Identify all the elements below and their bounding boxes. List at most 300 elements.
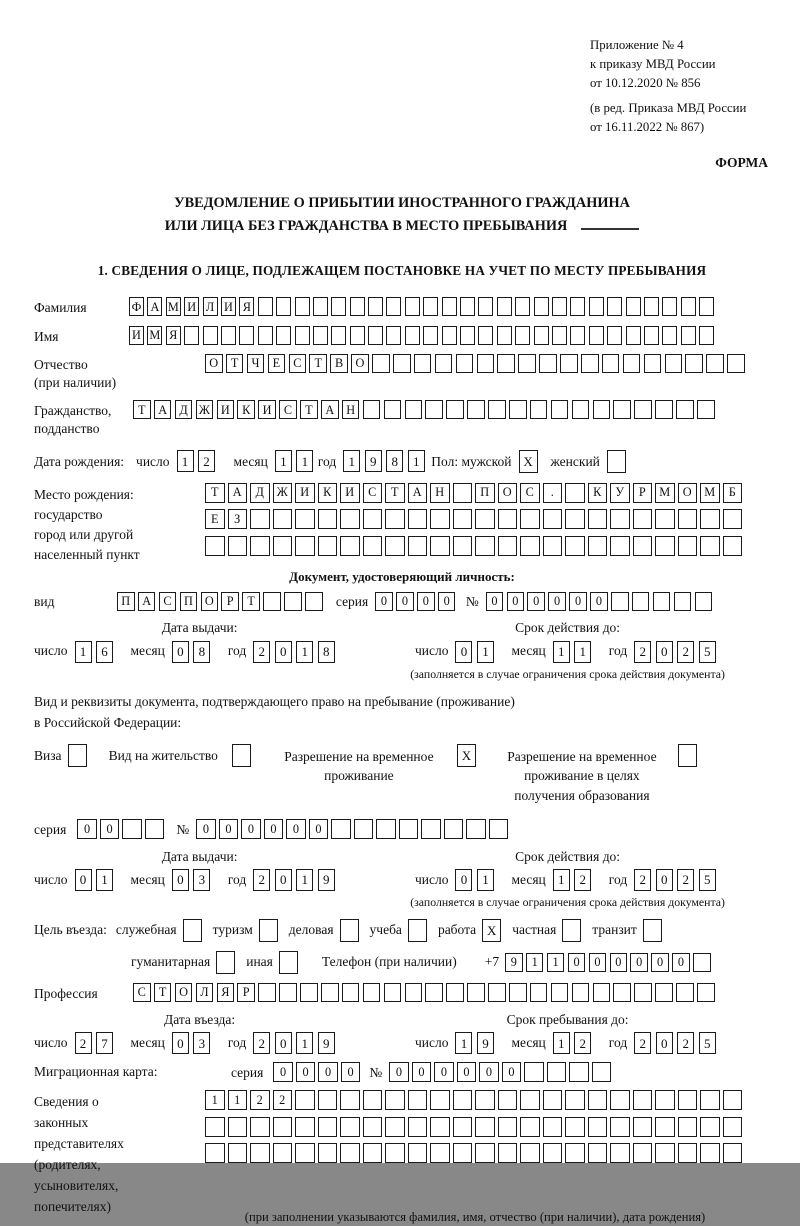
char-cell[interactable]: А	[154, 400, 172, 419]
char-cell[interactable]: 0	[455, 869, 472, 891]
char-cell[interactable]	[643, 919, 662, 942]
char-cell[interactable]	[610, 1117, 630, 1137]
char-cell[interactable]	[372, 354, 390, 373]
char-cell[interactable]	[539, 354, 557, 373]
char-cell[interactable]: 0	[610, 953, 628, 972]
char-cell[interactable]: 3	[193, 869, 210, 891]
char-cell[interactable]	[239, 326, 254, 345]
birth-year-cells[interactable]	[343, 450, 429, 472]
char-cell[interactable]	[551, 983, 569, 1002]
char-cell[interactable]: 0	[569, 592, 587, 611]
char-cell[interactable]: 1	[228, 1090, 248, 1110]
char-cell[interactable]	[706, 354, 724, 373]
char-cell[interactable]: П	[180, 592, 198, 611]
char-cell[interactable]: И	[340, 483, 360, 503]
char-cell[interactable]	[205, 536, 225, 556]
char-cell[interactable]: 0	[309, 819, 329, 839]
char-cell[interactable]: А	[228, 483, 248, 503]
char-cell[interactable]: 1	[547, 953, 565, 972]
char-cell[interactable]: 0	[77, 819, 97, 839]
representatives-row2-cells[interactable]	[205, 1117, 745, 1137]
char-cell[interactable]: 2	[253, 869, 270, 891]
char-cell[interactable]	[610, 536, 630, 556]
permit-expiry-year-cells[interactable]	[634, 869, 720, 891]
char-cell[interactable]	[552, 297, 567, 316]
char-cell[interactable]	[205, 1143, 225, 1163]
char-cell[interactable]	[589, 326, 604, 345]
doc-type-cells[interactable]	[117, 592, 326, 611]
char-cell[interactable]: 8	[386, 450, 403, 472]
char-cell[interactable]	[435, 354, 453, 373]
char-cell[interactable]	[340, 1090, 360, 1110]
char-cell[interactable]	[572, 400, 590, 419]
purpose-humanitarian-checkbox[interactable]	[216, 951, 235, 974]
char-cell[interactable]	[662, 297, 677, 316]
char-cell[interactable]: 1	[553, 869, 570, 891]
char-cell[interactable]: 2	[253, 641, 270, 663]
char-cell[interactable]	[623, 354, 641, 373]
char-cell[interactable]: 5	[699, 1032, 716, 1054]
char-cell[interactable]: 0	[264, 819, 284, 839]
char-cell[interactable]	[331, 819, 351, 839]
char-cell[interactable]	[497, 354, 515, 373]
char-cell[interactable]: А	[408, 483, 428, 503]
char-cell[interactable]: О	[351, 354, 369, 373]
char-cell[interactable]	[697, 983, 715, 1002]
patronymic-cells[interactable]	[205, 354, 748, 373]
stay-day-cells[interactable]	[455, 1032, 498, 1054]
residence-permit-checkbox[interactable]	[232, 744, 251, 767]
char-cell[interactable]	[259, 919, 278, 942]
char-cell[interactable]: И	[221, 297, 236, 316]
char-cell[interactable]	[466, 819, 486, 839]
char-cell[interactable]: Т	[242, 592, 260, 611]
char-cell[interactable]	[610, 509, 630, 529]
char-cell[interactable]	[534, 297, 549, 316]
char-cell[interactable]: 6	[96, 641, 113, 663]
char-cell[interactable]: М	[147, 326, 162, 345]
char-cell[interactable]	[488, 400, 506, 419]
char-cell[interactable]	[488, 983, 506, 1002]
char-cell[interactable]	[456, 354, 474, 373]
char-cell[interactable]	[331, 326, 346, 345]
char-cell[interactable]	[644, 297, 659, 316]
purpose-private-checkbox[interactable]	[562, 919, 581, 942]
citizenship-cells[interactable]	[133, 400, 718, 419]
char-cell[interactable]	[520, 1143, 540, 1163]
char-cell[interactable]	[295, 536, 315, 556]
char-cell[interactable]	[385, 1117, 405, 1137]
char-cell[interactable]	[700, 1117, 720, 1137]
char-cell[interactable]: 1	[477, 641, 494, 663]
char-cell[interactable]: М	[655, 483, 675, 503]
char-cell[interactable]	[232, 744, 251, 767]
temp-permit-checkbox[interactable]	[457, 744, 476, 767]
char-cell[interactable]	[543, 1117, 563, 1137]
char-cell[interactable]	[363, 1117, 383, 1137]
char-cell[interactable]	[551, 400, 569, 419]
char-cell[interactable]: Л	[196, 983, 214, 1002]
permit-expiry-day-cells[interactable]	[455, 869, 498, 891]
char-cell[interactable]	[530, 983, 548, 1002]
char-cell[interactable]: Т	[133, 400, 151, 419]
char-cell[interactable]: 0	[172, 641, 189, 663]
char-cell[interactable]	[498, 1117, 518, 1137]
char-cell[interactable]: П	[475, 483, 495, 503]
char-cell[interactable]	[588, 536, 608, 556]
char-cell[interactable]	[665, 354, 683, 373]
char-cell[interactable]: И	[217, 400, 235, 419]
char-cell[interactable]	[393, 354, 411, 373]
char-cell[interactable]	[475, 509, 495, 529]
char-cell[interactable]	[475, 1090, 495, 1110]
permit-issue-day-cells[interactable]	[75, 869, 118, 891]
birthplace-row3-cells[interactable]	[205, 536, 745, 556]
char-cell[interactable]	[588, 509, 608, 529]
char-cell[interactable]: 2	[574, 869, 591, 891]
char-cell[interactable]: С	[289, 354, 307, 373]
char-cell[interactable]	[520, 1090, 540, 1110]
firstname-cells[interactable]	[129, 326, 718, 345]
char-cell[interactable]	[318, 1090, 338, 1110]
char-cell[interactable]	[221, 326, 236, 345]
char-cell[interactable]	[203, 326, 218, 345]
char-cell[interactable]	[340, 536, 360, 556]
permit-number-cells[interactable]	[196, 819, 511, 839]
char-cell[interactable]	[318, 1117, 338, 1137]
char-cell[interactable]	[384, 400, 402, 419]
doc-expiry-month-cells[interactable]	[553, 641, 596, 663]
char-cell[interactable]	[607, 297, 622, 316]
char-cell[interactable]	[543, 1090, 563, 1110]
char-cell[interactable]: Е	[268, 354, 286, 373]
representatives-row3-cells[interactable]	[205, 1143, 745, 1163]
char-cell[interactable]	[644, 326, 659, 345]
char-cell[interactable]	[633, 1117, 653, 1137]
char-cell[interactable]	[430, 1090, 450, 1110]
char-cell[interactable]	[276, 326, 291, 345]
char-cell[interactable]	[384, 983, 402, 1002]
char-cell[interactable]	[611, 592, 629, 611]
char-cell[interactable]	[386, 326, 401, 345]
char-cell[interactable]: Б	[723, 483, 743, 503]
char-cell[interactable]: И	[258, 400, 276, 419]
permit-issue-year-cells[interactable]	[253, 869, 339, 891]
purpose-other-checkbox[interactable]	[279, 951, 298, 974]
char-cell[interactable]	[475, 536, 495, 556]
char-cell[interactable]: 9	[365, 450, 382, 472]
char-cell[interactable]: X	[457, 744, 476, 767]
char-cell[interactable]	[216, 951, 235, 974]
char-cell[interactable]: У	[610, 483, 630, 503]
char-cell[interactable]: 0	[341, 1062, 361, 1082]
char-cell[interactable]: К	[318, 483, 338, 503]
char-cell[interactable]	[693, 953, 711, 972]
char-cell[interactable]: Ч	[247, 354, 265, 373]
char-cell[interactable]	[414, 354, 432, 373]
birthplace-row2-cells[interactable]	[205, 509, 745, 529]
char-cell[interactable]	[363, 509, 383, 529]
char-cell[interactable]	[405, 326, 420, 345]
char-cell[interactable]: О	[498, 483, 518, 503]
migration-series-cells[interactable]	[273, 1062, 363, 1082]
char-cell[interactable]	[321, 983, 339, 1002]
char-cell[interactable]	[453, 1143, 473, 1163]
char-cell[interactable]	[250, 1143, 270, 1163]
char-cell[interactable]: 1	[408, 450, 425, 472]
char-cell[interactable]	[363, 1090, 383, 1110]
char-cell[interactable]: 1	[553, 641, 570, 663]
char-cell[interactable]	[633, 1143, 653, 1163]
char-cell[interactable]	[588, 1143, 608, 1163]
char-cell[interactable]	[250, 536, 270, 556]
char-cell[interactable]: 0	[75, 869, 92, 891]
char-cell[interactable]	[386, 297, 401, 316]
char-cell[interactable]	[228, 1143, 248, 1163]
char-cell[interactable]	[685, 354, 703, 373]
char-cell[interactable]: 9	[477, 1032, 494, 1054]
char-cell[interactable]	[633, 1090, 653, 1110]
char-cell[interactable]: Р	[237, 983, 255, 1002]
char-cell[interactable]	[467, 983, 485, 1002]
char-cell[interactable]	[543, 509, 563, 529]
char-cell[interactable]: 0	[275, 641, 292, 663]
char-cell[interactable]: 2	[253, 1032, 270, 1054]
char-cell[interactable]: 0	[590, 592, 608, 611]
surname-cells[interactable]	[129, 297, 718, 316]
char-cell[interactable]: 0	[630, 953, 648, 972]
char-cell[interactable]: 1	[455, 1032, 472, 1054]
birth-month-cells[interactable]	[275, 450, 318, 472]
char-cell[interactable]	[700, 1090, 720, 1110]
char-cell[interactable]	[515, 326, 530, 345]
char-cell[interactable]	[425, 983, 443, 1002]
char-cell[interactable]	[723, 1090, 743, 1110]
char-cell[interactable]	[655, 536, 675, 556]
char-cell[interactable]	[678, 1117, 698, 1137]
char-cell[interactable]: 0	[219, 819, 239, 839]
char-cell[interactable]: С	[159, 592, 177, 611]
char-cell[interactable]	[678, 1143, 698, 1163]
purpose-business-checkbox[interactable]	[340, 919, 359, 942]
doc-expiry-day-cells[interactable]	[455, 641, 498, 663]
char-cell[interactable]: М	[700, 483, 720, 503]
char-cell[interactable]	[318, 536, 338, 556]
char-cell[interactable]	[295, 1143, 315, 1163]
char-cell[interactable]	[520, 1117, 540, 1137]
char-cell[interactable]: 2	[273, 1090, 293, 1110]
char-cell[interactable]	[408, 1143, 428, 1163]
char-cell[interactable]: 0	[568, 953, 586, 972]
char-cell[interactable]: И	[129, 326, 144, 345]
doc-expiry-year-cells[interactable]	[634, 641, 720, 663]
char-cell[interactable]: О	[201, 592, 219, 611]
entry-day-cells[interactable]	[75, 1032, 118, 1054]
char-cell[interactable]	[695, 592, 713, 611]
char-cell[interactable]	[565, 536, 585, 556]
char-cell[interactable]	[727, 354, 745, 373]
char-cell[interactable]: 2	[250, 1090, 270, 1110]
char-cell[interactable]: 0	[275, 1032, 292, 1054]
char-cell[interactable]	[408, 509, 428, 529]
char-cell[interactable]	[446, 400, 464, 419]
char-cell[interactable]	[408, 919, 427, 942]
char-cell[interactable]	[405, 983, 423, 1002]
char-cell[interactable]	[453, 483, 473, 503]
char-cell[interactable]	[354, 819, 374, 839]
char-cell[interactable]	[423, 326, 438, 345]
char-cell[interactable]: 0	[296, 1062, 316, 1082]
char-cell[interactable]	[331, 297, 346, 316]
char-cell[interactable]: 1	[177, 450, 194, 472]
char-cell[interactable]	[295, 326, 310, 345]
char-cell[interactable]: 0	[396, 592, 414, 611]
purpose-official-checkbox[interactable]	[183, 919, 202, 942]
char-cell[interactable]: 0	[389, 1062, 409, 1082]
char-cell[interactable]	[655, 983, 673, 1002]
char-cell[interactable]	[453, 509, 473, 529]
char-cell[interactable]	[430, 536, 450, 556]
char-cell[interactable]	[655, 1117, 675, 1137]
edu-permit-checkbox[interactable]	[678, 744, 697, 767]
birthplace-row1-cells[interactable]	[205, 483, 745, 503]
doc-issue-year-cells[interactable]	[253, 641, 339, 663]
char-cell[interactable]: 1	[553, 1032, 570, 1054]
char-cell[interactable]	[633, 509, 653, 529]
char-cell[interactable]: В	[330, 354, 348, 373]
char-cell[interactable]	[276, 297, 291, 316]
char-cell[interactable]: Т	[300, 400, 318, 419]
char-cell[interactable]	[385, 1143, 405, 1163]
char-cell[interactable]: Р	[633, 483, 653, 503]
char-cell[interactable]: 0	[527, 592, 545, 611]
char-cell[interactable]	[318, 509, 338, 529]
char-cell[interactable]	[279, 951, 298, 974]
char-cell[interactable]	[183, 919, 202, 942]
char-cell[interactable]	[368, 297, 383, 316]
migration-number-cells[interactable]	[389, 1062, 614, 1082]
char-cell[interactable]	[633, 536, 653, 556]
char-cell[interactable]: 3	[193, 1032, 210, 1054]
char-cell[interactable]	[478, 326, 493, 345]
char-cell[interactable]: З	[228, 509, 248, 529]
char-cell[interactable]	[626, 326, 641, 345]
char-cell[interactable]: 9	[318, 869, 335, 891]
char-cell[interactable]: 1	[526, 953, 544, 972]
char-cell[interactable]: 1	[205, 1090, 225, 1110]
char-cell[interactable]: П	[117, 592, 135, 611]
char-cell[interactable]	[446, 983, 464, 1002]
char-cell[interactable]: 0	[479, 1062, 499, 1082]
char-cell[interactable]	[340, 919, 359, 942]
visa-checkbox[interactable]	[68, 744, 87, 767]
char-cell[interactable]: С	[279, 400, 297, 419]
char-cell[interactable]	[592, 1062, 612, 1082]
char-cell[interactable]	[498, 1143, 518, 1163]
char-cell[interactable]	[570, 326, 585, 345]
char-cell[interactable]	[279, 983, 297, 1002]
char-cell[interactable]	[340, 509, 360, 529]
entry-month-cells[interactable]	[172, 1032, 215, 1054]
char-cell[interactable]	[421, 819, 441, 839]
char-cell[interactable]	[258, 326, 273, 345]
char-cell[interactable]	[363, 536, 383, 556]
char-cell[interactable]: X	[519, 450, 538, 473]
char-cell[interactable]: 0	[438, 592, 456, 611]
char-cell[interactable]	[565, 509, 585, 529]
char-cell[interactable]	[295, 1117, 315, 1137]
char-cell[interactable]	[589, 297, 604, 316]
char-cell[interactable]	[300, 983, 318, 1002]
char-cell[interactable]	[565, 1143, 585, 1163]
char-cell[interactable]	[644, 354, 662, 373]
char-cell[interactable]	[678, 509, 698, 529]
char-cell[interactable]	[368, 326, 383, 345]
char-cell[interactable]: А	[138, 592, 156, 611]
char-cell[interactable]	[560, 354, 578, 373]
char-cell[interactable]	[588, 1090, 608, 1110]
char-cell[interactable]	[509, 400, 527, 419]
char-cell[interactable]	[607, 326, 622, 345]
char-cell[interactable]: 0	[273, 1062, 293, 1082]
permit-series-cells[interactable]	[77, 819, 167, 839]
char-cell[interactable]: 0	[172, 1032, 189, 1054]
char-cell[interactable]: 0	[196, 819, 216, 839]
char-cell[interactable]: 2	[634, 869, 651, 891]
char-cell[interactable]	[530, 400, 548, 419]
char-cell[interactable]	[655, 1090, 675, 1110]
char-cell[interactable]	[363, 1143, 383, 1163]
char-cell[interactable]	[475, 1117, 495, 1137]
char-cell[interactable]: 0	[275, 869, 292, 891]
char-cell[interactable]	[342, 983, 360, 1002]
char-cell[interactable]	[723, 1117, 743, 1137]
char-cell[interactable]	[515, 297, 530, 316]
char-cell[interactable]: 1	[96, 869, 113, 891]
char-cell[interactable]	[205, 1117, 225, 1137]
char-cell[interactable]: Т	[226, 354, 244, 373]
char-cell[interactable]	[273, 1117, 293, 1137]
char-cell[interactable]	[607, 450, 626, 473]
char-cell[interactable]	[425, 400, 443, 419]
char-cell[interactable]	[478, 297, 493, 316]
char-cell[interactable]	[562, 919, 581, 942]
char-cell[interactable]: Я	[217, 983, 235, 1002]
char-cell[interactable]	[250, 1117, 270, 1137]
char-cell[interactable]	[678, 1090, 698, 1110]
char-cell[interactable]: Е	[205, 509, 225, 529]
char-cell[interactable]	[228, 1117, 248, 1137]
char-cell[interactable]: 0	[486, 592, 504, 611]
char-cell[interactable]: 0	[434, 1062, 454, 1082]
char-cell[interactable]: Д	[250, 483, 270, 503]
purpose-transit-checkbox[interactable]	[643, 919, 662, 942]
permit-expiry-month-cells[interactable]	[553, 869, 596, 891]
char-cell[interactable]	[122, 819, 142, 839]
char-cell[interactable]	[363, 983, 381, 1002]
char-cell[interactable]	[552, 326, 567, 345]
char-cell[interactable]: 0	[656, 1032, 673, 1054]
char-cell[interactable]: X	[482, 919, 501, 942]
char-cell[interactable]	[699, 326, 714, 345]
char-cell[interactable]: Т	[309, 354, 327, 373]
char-cell[interactable]	[313, 326, 328, 345]
char-cell[interactable]: Я	[166, 326, 181, 345]
representatives-row1-cells[interactable]	[205, 1090, 745, 1110]
char-cell[interactable]	[678, 536, 698, 556]
char-cell[interactable]	[565, 483, 585, 503]
char-cell[interactable]	[475, 1143, 495, 1163]
